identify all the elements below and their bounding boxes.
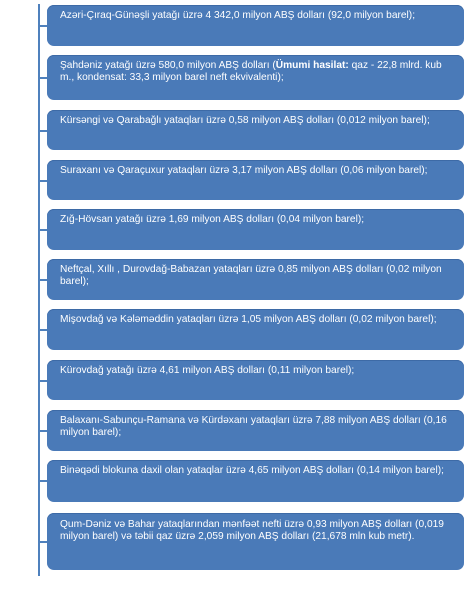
list-item-text: Balaxanı-Sabunçu-Ramana və Kürdəxanı yataqları üzrə 7,88 milyon ABŞ dolları (0,16 milyon barel); xyxy=(60,415,447,439)
list-item-box xyxy=(47,209,464,250)
list-item-box xyxy=(47,110,464,150)
list-item-box xyxy=(47,160,464,200)
list-item-box xyxy=(47,55,464,100)
list-item-text: Mişovdağ və Kələməddin yataqları üzrə 1,05 milyon ABŞ dolları (0,02 milyon barel); xyxy=(60,314,437,325)
list-item-text-post: qaz - 22,8 mlrd. kub m., kondensat: 33,3 milyon barel neft ekvivalenti); xyxy=(60,60,442,84)
list-item-text: Azəri-Çıraq-Günəşli yatağı üzrə 4 342,0 milyon ABŞ dolları (92,0 milyon barel); xyxy=(60,10,416,21)
list-item-box xyxy=(47,513,464,570)
list-item-box xyxy=(47,309,464,350)
connector-tick xyxy=(38,180,47,182)
list-item-text: Zığ-Hövsan yatağı üzrə 1,69 milyon ABŞ dolları (0,04 milyon barel); xyxy=(60,214,365,225)
list-item-text-bold: Ümumi hasilat: xyxy=(275,60,349,71)
list-item-box xyxy=(47,5,464,46)
connector-tick xyxy=(38,25,47,27)
connector-tick xyxy=(38,430,47,432)
connector-tick xyxy=(38,329,47,331)
list-item-text-pre: Şahdəniz yatağı üzrə 580,0 milyon ABŞ dolları ( xyxy=(60,60,276,71)
list-item-text: Neftçal, Xıllı , Durovdağ-Babazan yataqları üzrə 0,85 milyon ABŞ dolları (0,02 milyon barel); xyxy=(60,264,442,288)
connector-spine xyxy=(38,4,40,576)
connector-tick xyxy=(38,480,47,482)
connector-tick xyxy=(38,130,47,132)
connector-tick xyxy=(38,229,47,231)
list-item-box xyxy=(47,360,464,400)
list-item-box xyxy=(47,259,464,300)
list-item-text: Qum-Dəniz və Bahar yataqlarından mənfəət nefti üzrə 0,93 milyon ABŞ dolları (0,019 milyon barel) və təbii qaz üzrə 2,059 milyon ABŞ dolları (21,678 mln kub metr). xyxy=(60,519,444,543)
list-item-box xyxy=(47,460,464,502)
list-item-text: Kürovdağ yatağı üzrə 4,61 milyon ABŞ dolları (0,11 milyon barel); xyxy=(60,365,355,376)
connector-tick xyxy=(38,77,47,79)
list-item-box xyxy=(47,410,464,451)
list-item-text: Suraxanı və Qaraçuxur yataqları üzrə 3,17 milyon ABŞ dolları (0,06 milyon barel); xyxy=(60,165,428,176)
connector-tick xyxy=(38,541,47,543)
list-item-text: Kürsəngi və Qarabağlı yataqları üzrə 0,58 milyon ABŞ dolları (0,012 milyon barel); xyxy=(60,115,430,126)
list-item-text: Binəqədi blokuna daxil olan yataqlar üzrə 4,65 milyon ABŞ dolları (0,14 milyon barel); xyxy=(60,465,444,476)
connector-tick xyxy=(38,380,47,382)
connector-tick xyxy=(38,279,47,281)
